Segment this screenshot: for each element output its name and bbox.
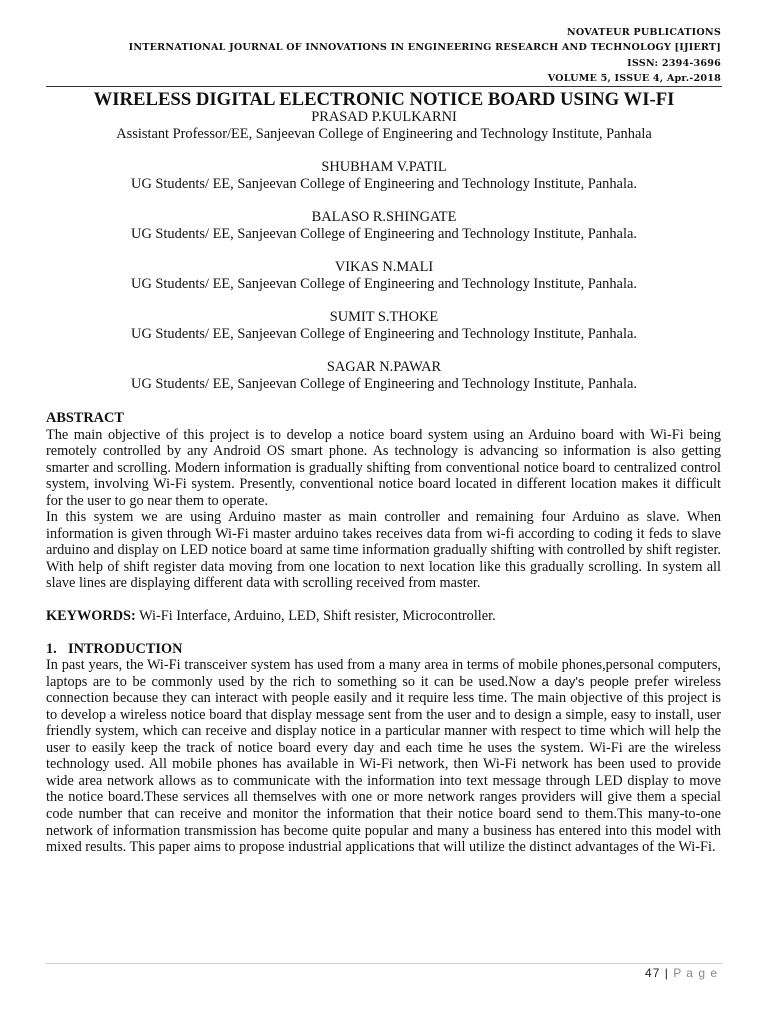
paper-body — [46, 410, 721, 856]
author-name: VIKAS N.MALI — [334, 259, 434, 275]
publisher-name: NOVATEUR PUBLICATIONS — [566, 27, 721, 38]
introduction-paragraph — [46, 657, 721, 856]
spacer — [46, 592, 721, 608]
author-block — [0, 259, 768, 293]
author-name: BALASO R.SHINGATE — [311, 209, 457, 225]
intro-text-part: In past years, the Wi-Fi transceiver system has used from a many area in terms of mobile phones,personal computers, laptops are to be commonly used by the rich to something so it can be used.Now — [46, 657, 721, 690]
author-name: PRASAD P.KULKARNI — [311, 109, 457, 125]
introduction-heading — [46, 641, 721, 658]
author-affiliation: UG Students/ EE, Sanjeevan College of Engineering and Technology Institute, Panhala. — [131, 176, 637, 192]
journal-header — [21, 25, 721, 86]
paper-title: WIRELESS DIGITAL ELECTRONIC NOTICE BOARD USING WI-FI — [93, 89, 675, 110]
page-number — [645, 966, 718, 980]
keywords-text: Wi-Fi Interface, Arduino, LED, Shift resister, Microcontroller. — [139, 608, 496, 625]
section-title: INTRODUCTION — [68, 640, 183, 657]
keywords-label: KEYWORDS: — [46, 608, 136, 625]
page-number-value: 47 — [645, 966, 661, 980]
author-name: SAGAR N.PAWAR — [326, 359, 442, 375]
page-number-separator: | — [664, 966, 669, 980]
section-number: 1. — [46, 640, 57, 657]
keywords-line — [46, 608, 721, 625]
abstract-paragraph: The main objective of this project is to develop a notice board system using an Arduino board with Wi-Fi being remotely controlled by any Android OS smart phone. As technology is advancing so information is also getting smarter and scrolling. Modern information is gradually shifting from conventional notice board to centralized control system, involving Wi-Fi system. Presently, conventional notice board located in different location makes it difficult for the user to go near them to operate. — [46, 426, 721, 509]
author-affiliation: UG Students/ EE, Sanjeevan College of Engineering and Technology Institute, Panhala. — [131, 326, 637, 342]
journal-name: INTERNATIONAL JOURNAL OF INNOVATIONS IN ENGINEERING RESEARCH AND TECHNOLOGY [IJIERT] — [128, 42, 721, 54]
abstract-heading: ABSTRACT — [46, 410, 124, 426]
author-affiliation: UG Students/ EE, Sanjeevan College of Engineering and Technology Institute, Panhala. — [131, 226, 637, 242]
author-name: SHUBHAM V.PATIL — [321, 159, 447, 175]
author-block — [0, 159, 768, 193]
abstract-paragraph: In this system we are using Arduino master as main controller and remaining four Arduino as slave. When information is given through Wi-Fi master arduino takes receives data from wi-fi according to coding it feds to slave arduino and display on LED notice board at same time information gradually shifting with controlled by shift register. With help of shift register data moving from one location to next location like this gradually scrolling. In system all slave lines are displaying different data with scrolling received from master. — [46, 509, 721, 592]
author-block — [0, 309, 768, 343]
author-block — [0, 209, 768, 243]
author-name: SUMIT S.THOKE — [329, 309, 439, 325]
intro-text-part: prefer wireless connection because they can interact with people easily and it require less time. The main objective of this project is to develop a wireless notice board that display message sent from the user and to design a simple, easy to install, user friendly system, which can receive and display notice in a particular manner with respect to time which will help the user to easily keep the track of notice board every day and each time he uses the system. Wi-Fi are the wireless technology used. All mobile phones has available in Wi-Fi network, then Wi-Fi network has been used to provide wide area network allows as to communicate with the information into text message through LED display to move the notice board.These services all themselves with one or more network ranges providers will give them a special code number that can receive and monitor the information that their notice board send to them.This many-to-one network of information transmission has become quite popular and many a business has entered into this model with mixed results. This paper aims to propose industrial applications that will utilize the distinct advantages of the Wi-Fi. — [46, 673, 722, 856]
issn: ISSN: 2394-3696 — [627, 57, 721, 69]
volume-issue: VOLUME 5, ISSUE 4, Apr.-2018 — [547, 72, 721, 84]
spacer — [46, 625, 721, 641]
header-divider — [46, 86, 722, 87]
author-block — [0, 109, 768, 143]
intro-text-part: a day's people — [541, 673, 629, 689]
author-block — [0, 359, 768, 393]
author-affiliation: UG Students/ EE, Sanjeevan College of Engineering and Technology Institute, Panhala. — [131, 376, 637, 392]
author-affiliation: UG Students/ EE, Sanjeevan College of Engineering and Technology Institute, Panhala. — [131, 276, 637, 292]
page-label: P a g e — [673, 966, 718, 980]
author-affiliation: Assistant Professor/EE, Sanjeevan College of Engineering and Technology Institute, Panhala — [116, 126, 652, 142]
author-list — [0, 109, 768, 393]
footer-divider — [46, 963, 722, 964]
